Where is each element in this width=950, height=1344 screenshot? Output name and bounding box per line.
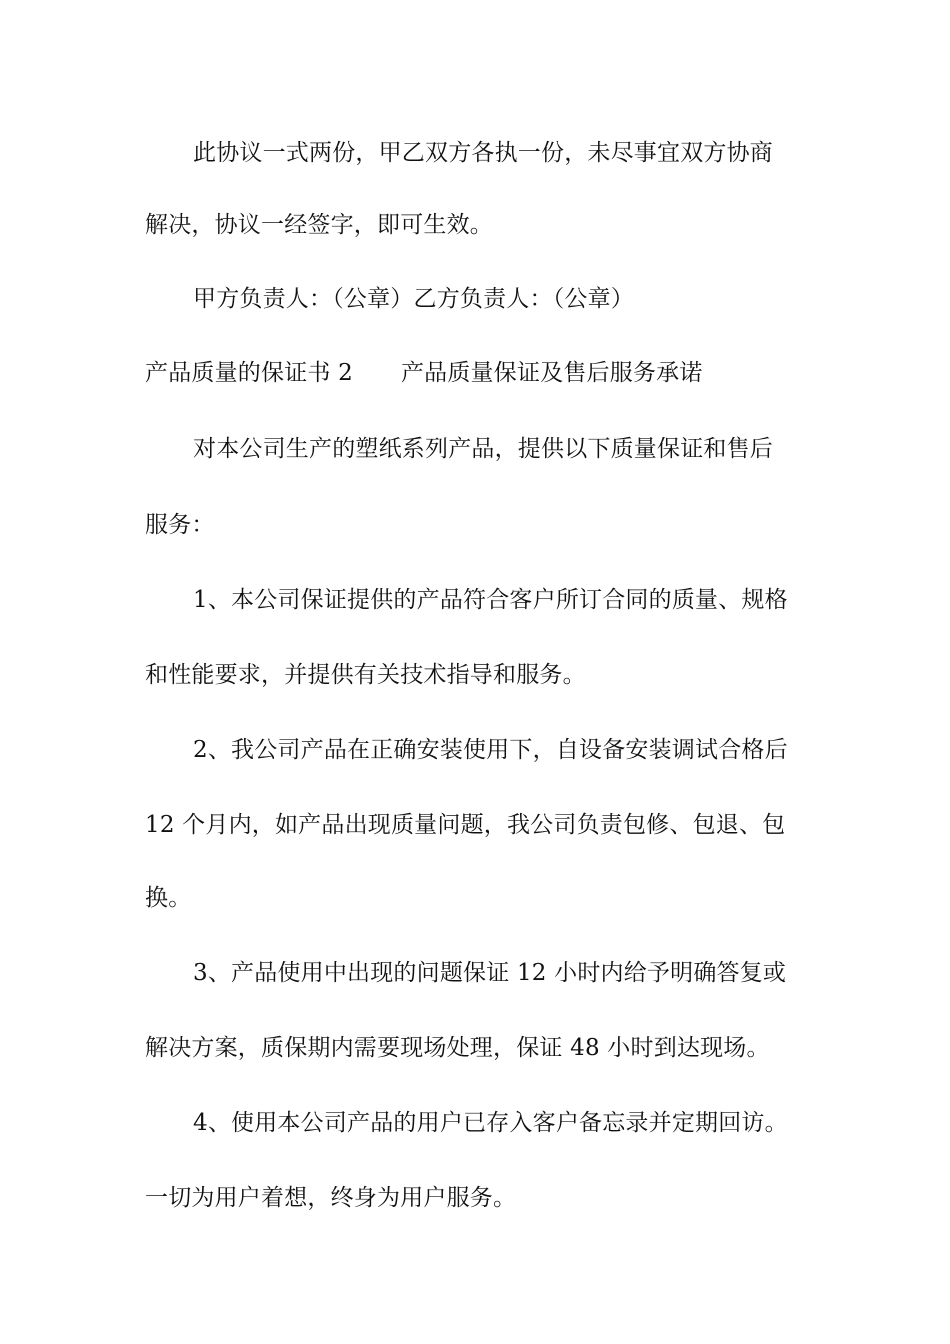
- paragraph-line: 解决，协议一经签字，即可生效。: [145, 212, 493, 238]
- signature-line: 甲方负责人：（公章）乙方负责人：（公章）: [193, 286, 634, 312]
- list-item-line: 解决方案，质保期内需要现场处理，保证 48 小时到达现场。: [145, 1035, 770, 1061]
- list-item-line: 换。: [145, 885, 192, 911]
- paragraph-line: 服务：: [145, 512, 215, 538]
- list-item-line: 4、使用本公司产品的用户已存入客户备忘录并定期回访。: [193, 1110, 788, 1136]
- paragraph-line: 对本公司生产的塑纸系列产品，提供以下质量保证和售后: [193, 436, 773, 462]
- list-item-line: 12 个月内，如产品出现质量问题，我公司负责包修、包退、包: [145, 812, 786, 838]
- heading-subtitle: 产品质量保证及售后服务承诺: [400, 360, 703, 386]
- heading-title: 产品质量的保证书 2: [145, 360, 353, 386]
- list-item-line: 3、产品使用中出现的问题保证 12 小时内给予明确答复或: [193, 960, 787, 986]
- list-item-line: 和性能要求，并提供有关技术指导和服务。: [145, 662, 586, 688]
- paragraph-line: 此协议一式两份，甲乙双方各执一份，未尽事宜双方协商: [193, 140, 773, 166]
- list-item-line: 1、本公司保证提供的产品符合客户所订合同的质量、规格: [193, 587, 788, 613]
- list-item-line: 2、我公司产品在正确安装使用下，自设备安装调试合格后: [193, 737, 788, 763]
- section-heading: [145, 358, 703, 388]
- list-item-line: 一切为用户着想，终身为用户服务。: [145, 1185, 517, 1211]
